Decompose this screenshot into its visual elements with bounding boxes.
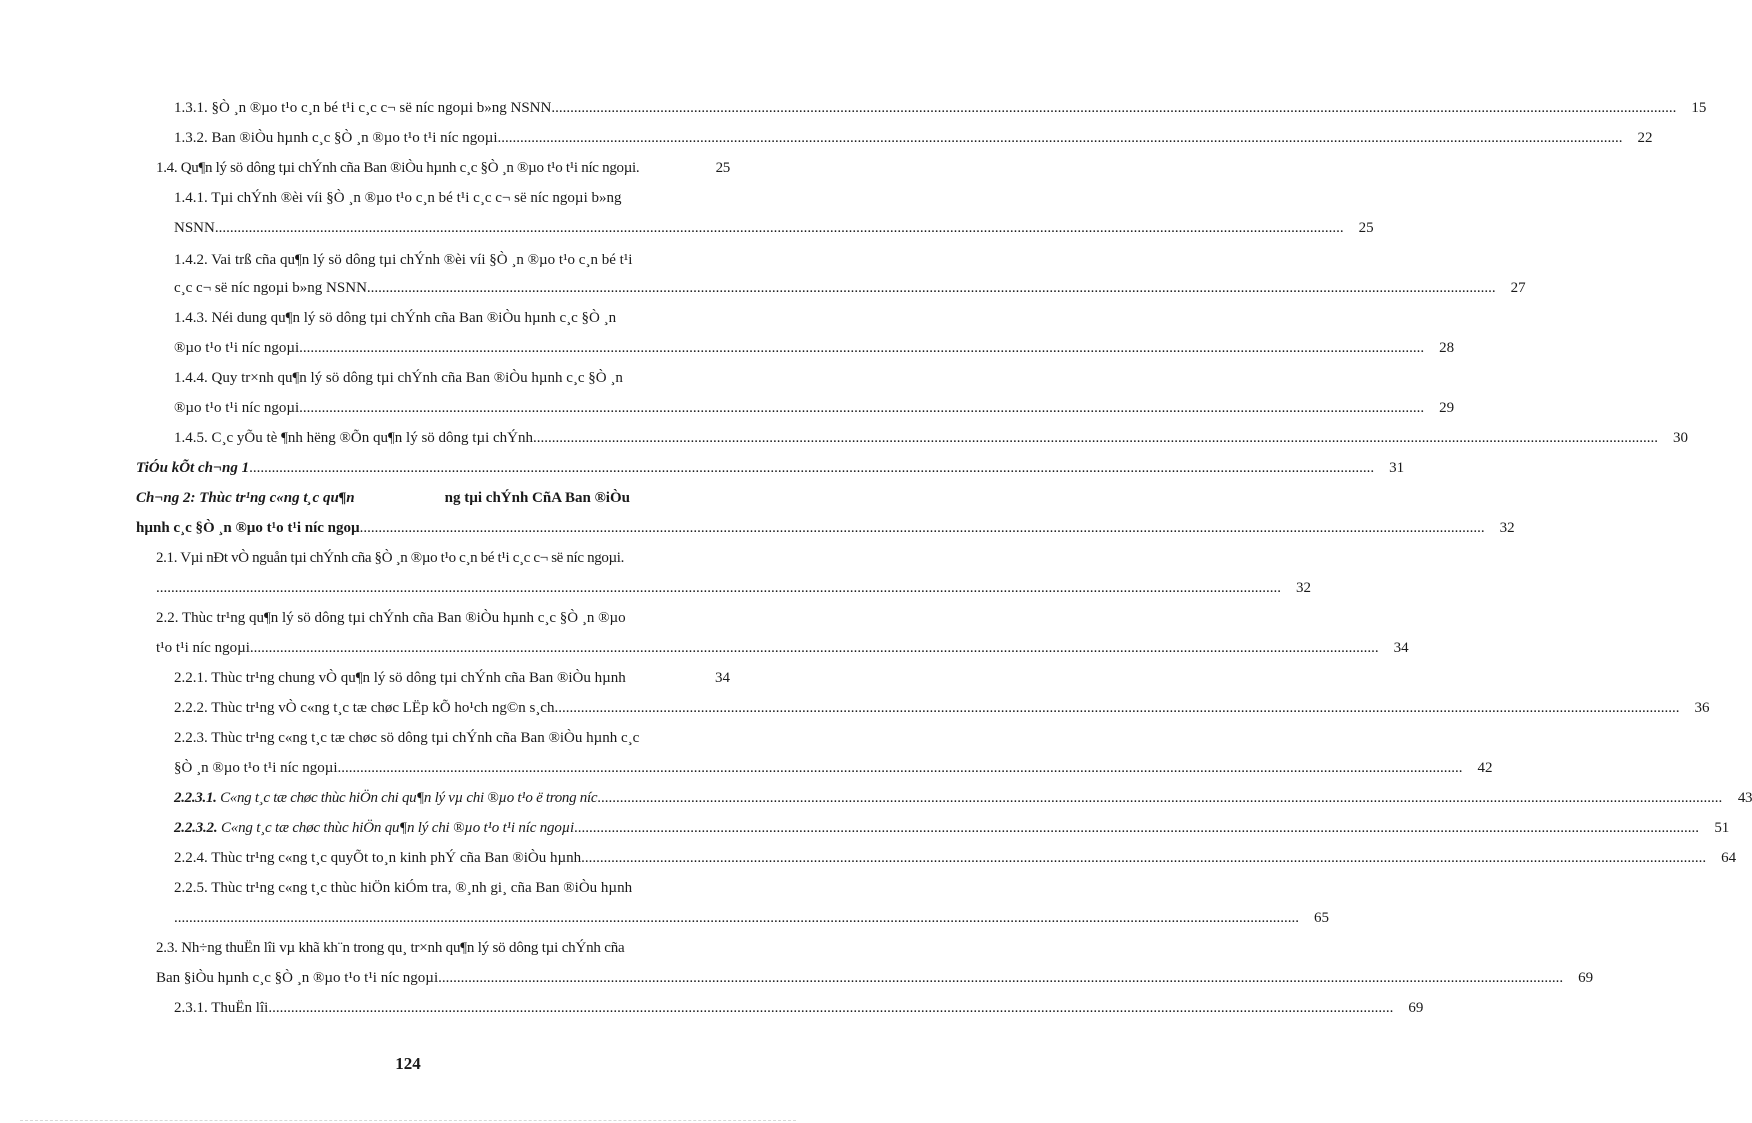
toc-page-number: 42 [1477,760,1493,776]
toc-entry-title: 1.4.4. Quy tr×nh qu¶n lý sö dông tµi chÝnh cña Ban ®iÒu hµnh c¸c §Ò ¸n [174,370,623,386]
toc-entry-1-4-2[interactable] [174,250,730,270]
toc-leader: ............................................................................................................................................................................................................................................................................................................ [597,790,1723,806]
toc-entry-title: c¸c c¬ së níc ngoµi b»ng NSNN. [174,280,371,296]
toc-entry-2-3-cont[interactable] [156,968,1594,988]
toc-page-number: 22 [1637,130,1653,146]
toc-page-number: 32 [1296,580,1311,596]
toc-page-number: 65 [1314,910,1329,926]
toc-leader: ............................................................................................................................................................................................................................................................................................................ [497,130,1623,146]
toc-entry-2-2-5-cont[interactable] [174,908,1329,928]
toc-leader: ............................................................................................................................................................................................................................................................................................................ [438,970,1564,986]
toc-entry-chapter-2-cont[interactable] [136,518,1515,538]
toc-entry-2-2-3-1[interactable] [174,788,1752,808]
toc-page-number: 15 [1691,100,1707,116]
toc-page-number: 27 [1510,280,1526,296]
toc-entry-2-2-3-2[interactable] [174,818,1730,838]
toc-entry-title: TiÓu kÕt ch¬ng 1 [136,460,250,476]
toc-entry-title: 2.2.3.1. C«ng t¸c tæ chøc thùc hiÖn chi qu¶n lý vµ chi ®µo t¹o ë trong níc [174,790,598,806]
toc-entry-1-4-3-cont[interactable] [174,338,1455,358]
toc-page-number: 69 [1408,1000,1424,1016]
toc-leader: ............................................................................................................................................................................................................................................................................................................ [268,1000,1394,1016]
toc-entry-2-3[interactable] [156,938,730,958]
toc-page-number: 69 [1578,970,1594,986]
toc-entry-2-2-2[interactable] [174,698,1710,718]
toc-entry-1-4-4[interactable] [174,368,730,388]
toc-leader: ............................................................................................................................................................................................................................................................................................................ [174,910,1299,926]
toc-entry-2-2-cont[interactable] [156,638,1409,658]
toc-page-number: 32 [1499,520,1515,536]
toc-page-number: 36 [1694,700,1710,716]
toc-leader: ............................................................................................................................................................................................................................................................................................................ [370,280,1496,296]
toc-page-number: 43 [1737,790,1752,806]
toc-entry-title: 2.2.3.2. C«ng t¸c tæ chøc thùc hiÖn qu¶n lý chi ®µo t¹o t¹i níc ngoµi [174,820,575,836]
toc-page-number: 34 [1393,640,1409,656]
toc-entry-1-4-2-cont[interactable] [174,278,1526,298]
toc-page-number: 51 [1714,820,1730,836]
toc-page-number: 28 [1439,340,1455,356]
toc-leader: ............................................................................................................................................................................................................................................................................................................ [156,580,1281,596]
toc-entry-title: hµnh c¸c §Ò ¸n ®µo t¹o t¹i níc ngoµ [136,520,360,536]
toc-entry-title: 2.2.1. Thùc tr¹ng chung vÒ qu¶n lý sö dông tµi chÝnh cña Ban ®iÒu hµnh [174,670,626,686]
toc-entry-1-4[interactable] [156,158,730,178]
toc-leader: ............................................................................................................................................................................................................................................................................................................ [299,340,1425,356]
toc-entry-1-4-5[interactable] [174,428,1689,448]
toc-entry-title: ®µo t¹o t¹i níc ngoµi [174,400,300,416]
toc-entry-chapter-1-summary[interactable] [136,458,1405,478]
toc-entry-title: 2.2.5. Thùc tr¹ng c«ng t¸c thùc hiÖn kiÓm tra, ®¸nh gi¸ cña Ban ®iÒu hµnh [174,880,633,896]
toc-entry-title: 1.4.5. C¸c yÕu tè ¶nh hëng ®Õn qu¶n lý sö dông tµi chÝnh [174,430,534,446]
page-number: 124 [395,1054,421,1073]
toc-entry-2-2-4[interactable] [174,848,1737,868]
toc-entry-2-2-1[interactable] [174,668,730,688]
toc-entry-title: 2.2.2. Thùc tr¹ng vÒ c«ng t¸c tæ chøc LËp kÕ ho¹ch ng©n s¸ch [174,700,555,716]
toc-leader: ............................................................................................................................................................................................................................................................................................................ [218,220,1344,236]
toc-leader: ............................................................................................................................................................................................................................................................................................................ [337,760,1463,776]
toc-entry-title: 1.4.1. Tµi chÝnh ®èi víi §Ò ¸n ®µo t¹o c¸n bé t¹i c¸c c¬ së níc ngoµi b»ng [174,190,622,206]
toc-entry-title: 1.4. Qu¶n lý sö dông tµi chÝnh cña Ban ®iÒu hµnh c¸c §Ò ¸n ®µo t¹o t¹i níc ngoµi. [156,160,640,176]
toc-entry-title: 2.3.1. ThuËn lîi [174,1000,269,1016]
toc-entry-1-4-1-cont[interactable] [174,218,1374,238]
toc-entry-1-4-1[interactable] [174,188,730,208]
toc-leader: ............................................................................................................................................................................................................................................................................................................ [253,640,1379,656]
toc-entry-title: 2.2. Thùc tr¹ng qu¶n lý sö dông tµi chÝnh cña Ban ®iÒu hµnh c¸c §Ò ¸n ®µo [156,610,626,626]
toc-entry-2-1-cont[interactable] [156,578,1311,598]
toc-entry-2-2-3-cont[interactable] [174,758,1493,778]
toc-leader: ............................................................................................................................................................................................................................................................................................................ [359,520,1485,536]
toc-entry-title: 2.3. Nh÷ng thuËn lîi vµ khã kh¨n trong qu¸ tr×nh qu¶n lý sö dông tµi chÝnh cña [156,940,625,956]
toc-entry-title: NSNN. [174,220,219,236]
toc-leader: ............................................................................................................................................................................................................................................................................................................ [249,460,1375,476]
toc-entry-title: ®µo t¹o t¹i níc ngoµi [174,340,300,356]
toc-entry-title: t¹o t¹i níc ngoµi. [156,640,254,656]
toc-entry-2-2-3[interactable] [174,728,730,748]
toc-entry-title: Ban §iÒu hµnh c¸c §Ò ¸n ®µo t¹o t¹i níc ngoµi [156,970,439,986]
toc-page-number: 30 [1673,430,1689,446]
toc-leader: ............................................................................................................................................................................................................................................................................................................ [299,400,1425,416]
toc-entry-1-4-3[interactable] [174,308,730,328]
toc-entry-title: 1.3.2. Ban ®iÒu hµnh c¸c §Ò ¸n ®µo t¹o t¹i níc ngoµi [174,130,498,146]
toc-entry-chapter-2[interactable] [136,488,730,508]
toc-page-number: 64 [1721,850,1737,866]
toc-entry-2-3-1[interactable] [174,998,1424,1018]
toc-entry-2-1[interactable] [156,548,730,568]
toc-entry-title: 1.4.3. Néi dung qu¶n lý sö dông tµi chÝnh cña Ban ®iÒu hµnh c¸c §Ò ¸n [174,310,617,326]
toc-leader: ............................................................................................................................................................................................................................................................................................................ [581,850,1707,866]
footer-divider [20,1120,796,1121]
toc-entry-title: 1.3.1. §Ò ¸n ®µo t¹o c¸n bé t¹i c¸c c¬ së níc ngoµi b»ng NSNN [174,100,552,116]
toc-leader: ............................................................................................................................................................................................................................................................................................................ [533,430,1659,446]
toc-entry-2-2-5[interactable] [174,878,730,898]
toc-entry-title: §Ò ¸n ®µo t¹o t¹i níc ngoµi [174,760,338,776]
toc-entry-1-4-4-cont[interactable] [174,398,1455,418]
toc-page-number: 25 [715,160,730,176]
toc-entry-1-3-1[interactable] [174,98,1707,118]
toc-leader: ............................................................................................................................................................................................................................................................................................................ [574,820,1700,836]
toc-leader: ............................................................................................................................................................................................................................................................................................................ [554,700,1680,716]
toc-page-number: 31 [1389,460,1405,476]
toc-entry-2-2[interactable] [156,608,730,628]
toc-entry-title: Ch¬ng 2: Thùc tr¹ng c«ng t¸c qu¶n ng tµi chÝnh CñA Ban ®iÒu [136,490,630,506]
toc-leader: ............................................................................................................................................................................................................................................................................................................ [551,100,1677,116]
toc-entry-title: 1.4.2. Vai trß cña qu¶n lý sö dông tµi chÝnh ®èi víi §Ò ¸n ®µo t¹o c¸n bé t¹i [174,252,633,268]
toc-entry-1-3-2[interactable] [174,128,1653,148]
toc-page-number: 29 [1439,400,1455,416]
toc-page-number: 34 [715,670,730,686]
toc-entry-title: 2.2.3. Thùc tr¹ng c«ng t¸c tæ chøc sö dông tµi chÝnh cña Ban ®iÒu hµnh c¸c [174,730,640,746]
toc-entry-title: 2.2.4. Thùc tr¹ng c«ng t¸c quyÕt to¸n kinh phÝ cña Ban ®iÒu hµnh [174,850,582,866]
toc-entry-title: 2.1. Vµi nÐt vÒ nguån tµi chÝnh cña §Ò ¸n ®µo t¹o c¸n bé t¹i c¸c c¬ së níc ngoµi. [156,550,625,566]
toc-page-number: 25 [1358,220,1374,236]
